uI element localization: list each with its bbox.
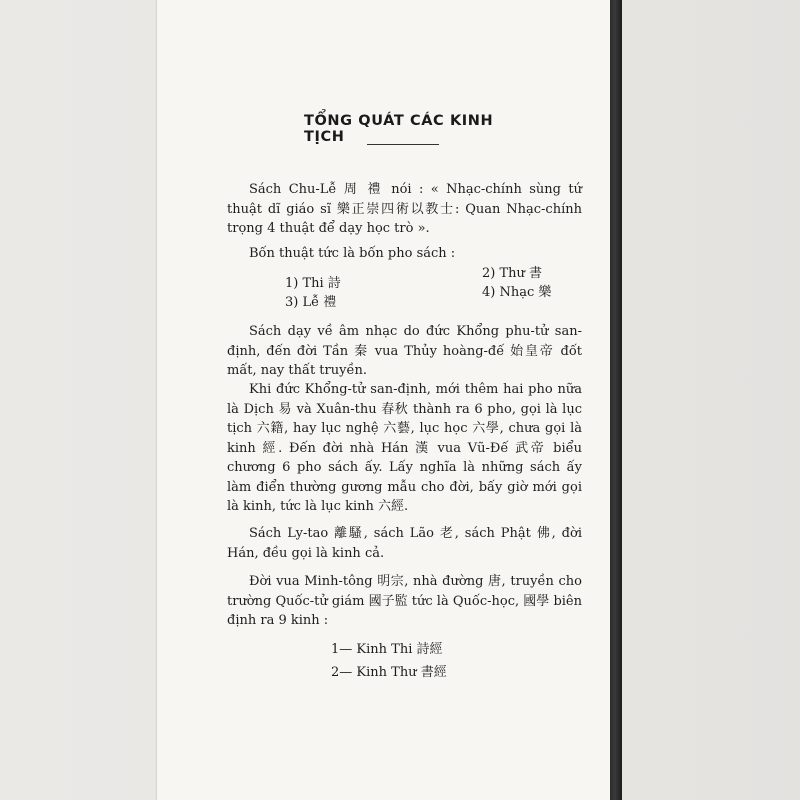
paragraph-six-classics: Khi đức Khổng-tử san-định, mới thêm hai pho nữa là Dịch 易 và Xuân-thu 春秋 thành ra 6 pho, gọi là lục tịch 六籍, hay lục nghệ 六藝, lục học 六學, chưa gọi là kinh 經. Đến đời nhà Hán 漢 vua Vũ-Đế 武帝 biểu chương 6 pho sách ấy. Lấy nghĩa là những sách ấy làm điển thường gương mẫu cho đời, bấy giờ mới gọi là kinh, tức là lục kinh 六經. xyxy=(227,382,582,514)
book-item-thu: 2) Thư 書 xyxy=(482,266,543,281)
book-item-le: 3) Lễ 禮 xyxy=(285,295,337,310)
paragraph-minh-tong: Đời vua Minh-tông 明宗, nhà đường 唐, truyền cho trường Quốc-tử giám 國子監 tức là Quốc-học, 國學 biên định ra 9 kinh : xyxy=(227,574,582,628)
paragraph-ly-tao: Sách Ly-tao 離騷, sách Lão 老, sách Phật 佛, đời Hán, đều gọi là kinh cả. xyxy=(227,526,582,561)
page-title: TỔNG QUÁT CÁC KINH TỊCH xyxy=(304,113,494,145)
kinh-item-thu: 2— Kinh Thư 書經 xyxy=(331,665,447,680)
book-item-nhac: 4) Nhạc 樂 xyxy=(482,285,552,300)
page-edge-shadow xyxy=(610,0,622,800)
book-item-thi: 1) Thi 詩 xyxy=(285,276,341,291)
paragraph-chu-le: Sách Chu-Lễ 周 禮 nói : « Nhạc-chính sùng tứ thuật dĩ giáo sĩ 樂正崇四術以教士: Quan Nhạc-chính trọng 4 thuật để dạy học trò ». xyxy=(227,182,582,236)
paragraph-music-book: Sách dạy về âm nhạc do đức Khổng phu-tử san-định, đến đời Tần 秦 vua Thủy hoàng-đế 始皇帝 đốt mất, nay thất truyền. xyxy=(227,324,582,378)
kinh-item-thi: 1— Kinh Thi 詩經 xyxy=(331,642,443,657)
title-underline xyxy=(367,144,439,145)
paragraph-four-arts: Bốn thuật tức là bốn pho sách : xyxy=(249,246,456,261)
